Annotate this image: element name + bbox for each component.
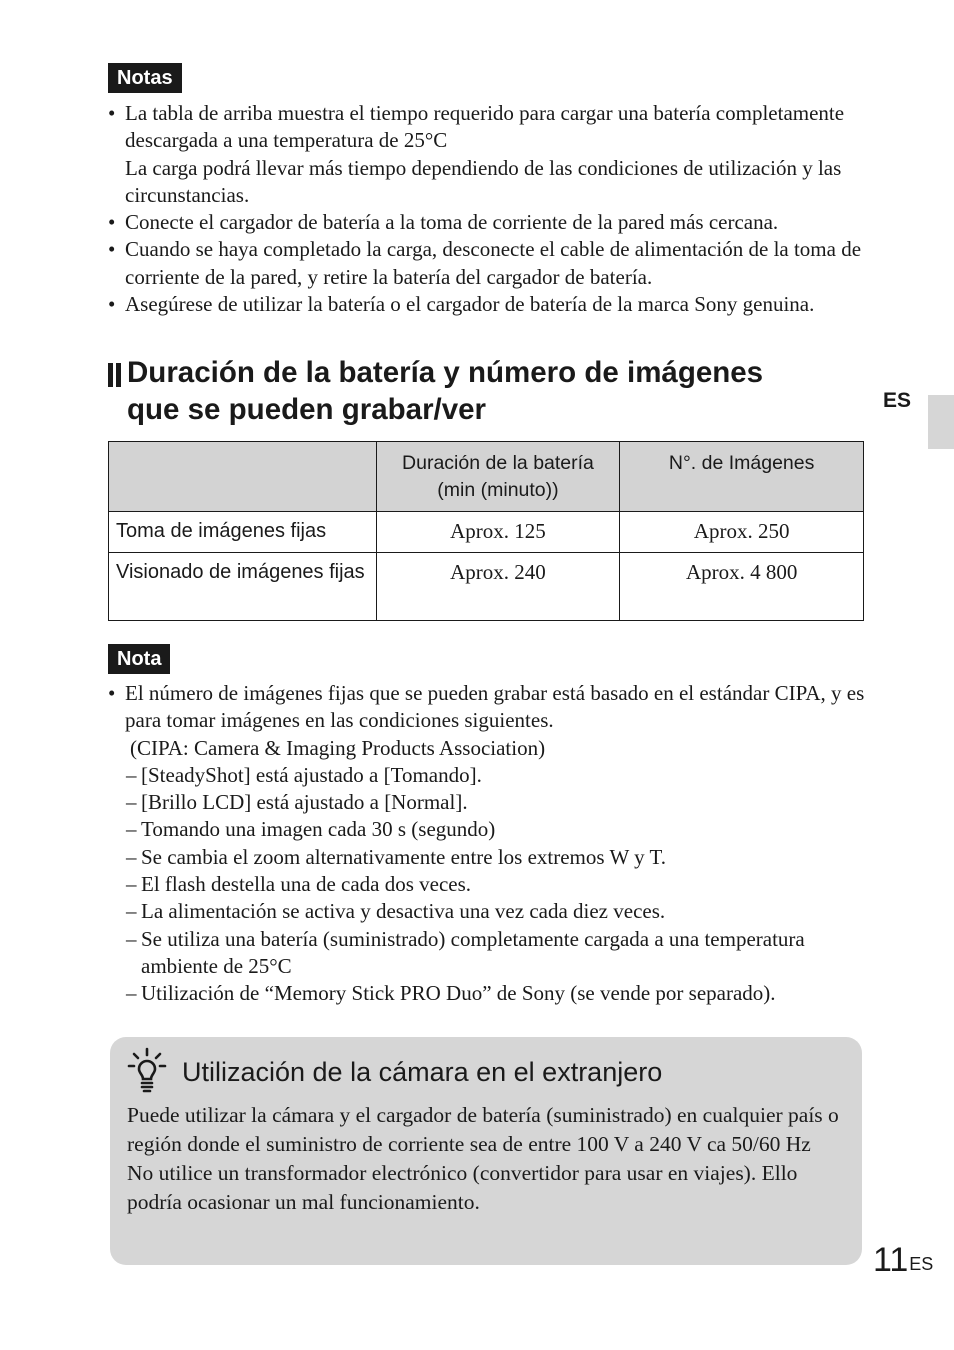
notes-item-1-line-2: La carga podrá llevar más tiempo dependiendo de las condiciones de utilización y las circunstancias. [125,155,842,207]
row-images: Aprox. 4 800 [620,553,864,621]
header-duration-line-1: Duración de la batería [402,452,594,474]
heading-marker [108,363,121,387]
header-images: N°. de Imágenes [620,442,864,512]
notes-label: Notas [108,63,182,93]
heading-line-2: que se pueden grabar/ver [127,393,487,426]
nota-paren: (CIPA: Camera & Imaging Products Association) [130,735,546,760]
notes-list [108,100,878,318]
header-duration [376,442,620,512]
list-item [108,100,878,209]
list-item: • Asegúrese de utilizar la batería o el cargador de batería de la marca Sony genuina. [108,291,878,318]
row-images: Aprox. 250 [620,512,864,553]
nota-bullet: • El número de imágenes fijas que se pueden grabar está basado en el estándar CIPA, y es para tomar imágenes en las condiciones siguientes. [108,680,878,735]
page-number-suffix: ES [909,1254,934,1274]
nota-label: Nota [108,644,170,674]
tip-title: Utilización de la cámara en el extranjero [182,1057,663,1087]
list-item: – Utilización de “Memory Stick PRO Duo” de Sony (se vende por separado). [108,980,878,1007]
side-tab-marker [928,395,954,449]
nota-list [108,680,878,1008]
header-duration-line-2: (min (minuto)) [437,479,559,501]
tip-box [110,1037,862,1265]
section-heading [108,354,868,428]
list-item: – Tomando una imagen cada 30 s (segundo) [108,816,878,843]
battery-table [108,441,864,621]
table-row [109,553,864,621]
tip-paragraph-2: No utilice un transformador electrónico (convertidor para usar en viajes). Ello podría ocasionar un mal funcionamiento. [127,1161,798,1214]
row-label: Toma de imágenes fijas [109,512,377,553]
list-item: • Conecte el cargador de batería a la toma de corriente de la pared más cercana. [108,209,878,236]
list-item: – La alimentación se activa y desactiva una vez cada diez veces. [108,898,878,925]
row-duration: Aprox. 240 [376,553,620,621]
tip-paragraph-1: Puede utilizar la cámara y el cargador de batería (suministrado) en cualquier país o región donde el suministro de corriente sea de entre 100 V a 240 V ca 50/60 Hz [127,1103,839,1156]
list-item: – Se cambia el zoom alternativamente entre los extremos W y T. [108,844,878,871]
list-item: – [SteadyShot] está ajustado a [Tomando]. [108,762,878,789]
table-row [109,512,864,553]
list-item: – [Brillo LCD] está ajustado a [Normal]. [108,789,878,816]
side-language-label: ES [883,389,912,412]
list-item: • Cuando se haya completado la carga, desconecte el cable de alimentación de la toma de corriente de la pared, y retire la batería del cargador de batería. [108,236,878,291]
header-empty [109,442,377,512]
list-item: – Se utiliza una batería (suministrado) completamente cargada a una temperatura ambiente de 25°C [108,926,878,981]
tip-body [127,1101,852,1217]
page-number-value: 11 [873,1241,909,1279]
heading-line-1: Duración de la batería y número de imágenes [127,356,764,389]
lightbulb-icon [127,1047,167,1093]
notes-item-1-line-1: • La tabla de arriba muestra el tiempo requerido para cargar una batería completamente descargada a una temperatura de 25°C [125,101,845,153]
list-item: – El flash destella una de cada dos veces. [108,871,878,898]
row-label: Visionado de imágenes fijas [109,553,377,621]
page-number [873,1238,933,1282]
row-duration: Aprox. 125 [376,512,620,553]
table-header-row [109,442,864,512]
